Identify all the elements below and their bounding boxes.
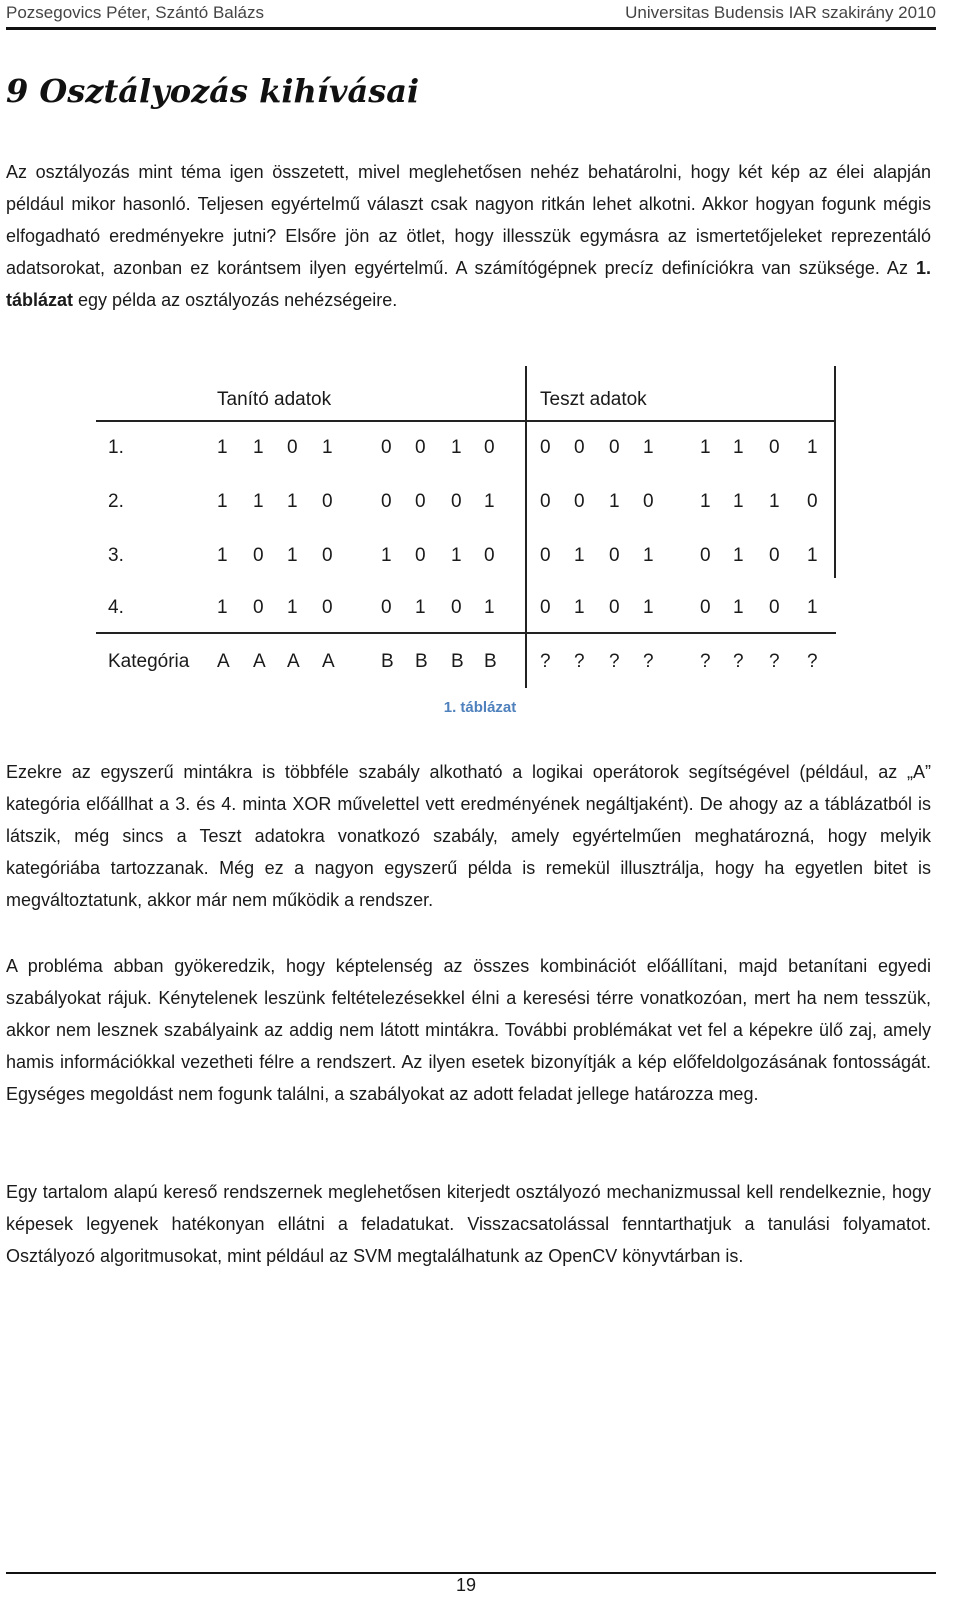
- table-cell: 1: [733, 545, 744, 566]
- table-cell: 0: [253, 597, 264, 618]
- category-top-line: [96, 632, 836, 634]
- table-cell: 1: [484, 491, 495, 512]
- table-cell: 1: [217, 437, 228, 458]
- table-cell: 0: [415, 491, 426, 512]
- page-header: [6, 0, 936, 30]
- table-cell: A: [287, 651, 300, 672]
- table-cell: 1: [381, 545, 392, 566]
- table-cell: 1: [807, 545, 818, 566]
- table-cell: 0: [769, 545, 780, 566]
- table-cell: 0: [609, 437, 620, 458]
- table-cell: ?: [733, 651, 744, 672]
- table-cell: 0: [322, 491, 333, 512]
- header-underline: [96, 420, 834, 422]
- header-institution: Universitas Budensis IAR szakirány 2010: [625, 3, 936, 22]
- table-cell: 0: [253, 545, 264, 566]
- table-cell: 0: [700, 597, 711, 618]
- right-border-line: [834, 366, 836, 578]
- table-cell: 0: [540, 545, 551, 566]
- table-cell: A: [217, 651, 230, 672]
- table-cell: 0: [769, 437, 780, 458]
- table-cell: ?: [769, 651, 780, 672]
- table-cell: ?: [574, 651, 585, 672]
- table-cell: 0: [322, 597, 333, 618]
- row-label: Kategória: [108, 651, 190, 672]
- table-cell: 1: [574, 545, 585, 566]
- table-cell: 0: [609, 597, 620, 618]
- table-cell: 1: [733, 597, 744, 618]
- intro-paragraph: [6, 156, 931, 316]
- table-cell: 0: [643, 491, 654, 512]
- intro-text-1: Az osztályozás mint téma igen összetett, mivel meglehetősen nehéz behatárolni, hogy két kép az élei alapján például mikor hasonló. Teljesen egyértelmű választ csak nagyon ritkán lehet alkotni. Akkor hogyan fogunk mégis elfogadható eredményekre jutni? Elsőre jön az ötlet, hogy illesszük egymásra az ismertetőjeleket reprezentáló adatsorokat, azonban ez korántsem ilyen egyértelmű. A számítógépnek precíz definíciókra van szüksége. Az: [6, 162, 931, 278]
- row-label: 1.: [108, 437, 124, 458]
- table-cell: 0: [700, 545, 711, 566]
- table-cell: 1: [287, 545, 298, 566]
- table-cell: 1: [643, 597, 654, 618]
- train-data-header: Tanító adatok: [217, 389, 332, 410]
- table-cell: 0: [609, 545, 620, 566]
- table-cell: 1: [217, 491, 228, 512]
- footer-line: [6, 1572, 936, 1574]
- test-data-header: Teszt adatok: [540, 389, 647, 410]
- table-cell: ?: [700, 651, 711, 672]
- table-cell: 1: [807, 437, 818, 458]
- table-cell: 0: [540, 597, 551, 618]
- table-cell: 1: [733, 491, 744, 512]
- table-cell: 1: [253, 437, 264, 458]
- table-cell: 0: [381, 437, 392, 458]
- table-cell: 1: [643, 545, 654, 566]
- page-number: 19: [456, 1575, 477, 1595]
- section-title: 9 Osztályozás kihívásai: [6, 72, 420, 110]
- table-cell: 0: [769, 597, 780, 618]
- table-cell: 0: [322, 545, 333, 566]
- table-cell: 0: [574, 437, 585, 458]
- paragraph-4: Egy tartalom alapú kereső rendszernek meglehetősen kiterjedt osztályozó mechanizmussal kell rendelkeznie, hogy képesek legyenek hatékonyan ellátni a feladatukat. Visszacsatolással fenntarthatjuk a tanulási folyamatot. Osztályozó algoritmusokat, mint például az SVM megtalálhatunk az OpenCV könyvtárban is.: [6, 1182, 931, 1266]
- table-cell: 1: [253, 491, 264, 512]
- table-cell: 0: [484, 545, 495, 566]
- table-cell: 1: [700, 491, 711, 512]
- table-cell: ?: [807, 651, 818, 672]
- table-cell: 1: [769, 491, 780, 512]
- table-cell: 0: [484, 437, 495, 458]
- table-cell: 0: [287, 437, 298, 458]
- table-cell: B: [484, 651, 497, 672]
- table-cell: 0: [540, 437, 551, 458]
- row-label: 3.: [108, 545, 124, 566]
- table-cell: 0: [540, 491, 551, 512]
- paragraph-3: A probléma abban gyökeredzik, hogy képtelenség az összes kombinációt előállítani, majd betanítani egyedi szabályokat rájuk. Kénytelenek leszünk feltételezésekkel élni a keresési térre vonatkozóan, mert ha nem tesszük, akkor nem lesznek szabályaink az addig nem látott mintákra. További problémákat vet fel a képekre ülő zaj, amely hamis információkkal vezetheti félre a rendszert. Az ilyen esetek bizonyítják a kép előfeldolgozásának fontosságát. Egységes megoldást nem fogunk találni, a szabályokat az adott feladat jellege határozza meg.: [6, 956, 931, 1104]
- table-cell: B: [415, 651, 428, 672]
- table-cell: 0: [381, 491, 392, 512]
- table-cell: 1: [451, 545, 462, 566]
- table-cell: 1: [609, 491, 620, 512]
- table-cell: B: [381, 651, 394, 672]
- table-cell: 1: [451, 437, 462, 458]
- table-cell: 1: [807, 597, 818, 618]
- table-cell: 1: [415, 597, 426, 618]
- train-test-divider: [525, 366, 527, 688]
- table-cell: 0: [381, 597, 392, 618]
- table-cell: 1: [217, 597, 228, 618]
- table-cell: 1: [733, 437, 744, 458]
- table-cell: ?: [540, 651, 551, 672]
- table-cell: ?: [609, 651, 620, 672]
- table-cell: 0: [574, 491, 585, 512]
- table-cell: 1: [287, 597, 298, 618]
- table-cell: B: [451, 651, 464, 672]
- table-cell: 0: [451, 491, 462, 512]
- row-label: 2.: [108, 491, 124, 512]
- paragraph-2: Ezekre az egyszerű mintákra is többféle szabály alkotható a logikai operátorok segítségével (például, az „A” kategória előállhat a 3. és 4. minta XOR művelettel vett eredményének negáltjaként). De ahogy az a táblázatból is látszik, még sincs a Teszt adatokra vonatkozó szabály, amely egyértelműen meghatározná, hogy melyik kategóriába tartozzanak. Még ez a nagyon egyszerű példa is remekül illusztrálja, hogy ha egyetlen bitet is megváltoztatunk, akkor már nem működik a rendszer.: [6, 762, 931, 910]
- table-cell: 1: [287, 491, 298, 512]
- table-cell: 0: [415, 437, 426, 458]
- table-cell: A: [253, 651, 266, 672]
- table-cell: 1: [217, 545, 228, 566]
- table-cell: 1: [700, 437, 711, 458]
- table-reference: 1. táblázat: [6, 258, 931, 310]
- table-cell: 0: [451, 597, 462, 618]
- table-cell: ?: [643, 651, 654, 672]
- table-cell: 1: [574, 597, 585, 618]
- intro-text-2: egy példa az osztályozás nehézségeire.: [73, 290, 398, 310]
- table-cell: 1: [322, 437, 333, 458]
- table-cell: 0: [807, 491, 818, 512]
- table-cell: A: [322, 651, 335, 672]
- header-authors: Pozsegovics Péter, Szántó Balázs: [6, 3, 264, 22]
- table-cell: 1: [643, 437, 654, 458]
- table-cell: 0: [415, 545, 426, 566]
- table-caption: 1. táblázat: [443, 699, 517, 716]
- row-label: 4.: [108, 597, 124, 618]
- table-cell: 1: [484, 597, 495, 618]
